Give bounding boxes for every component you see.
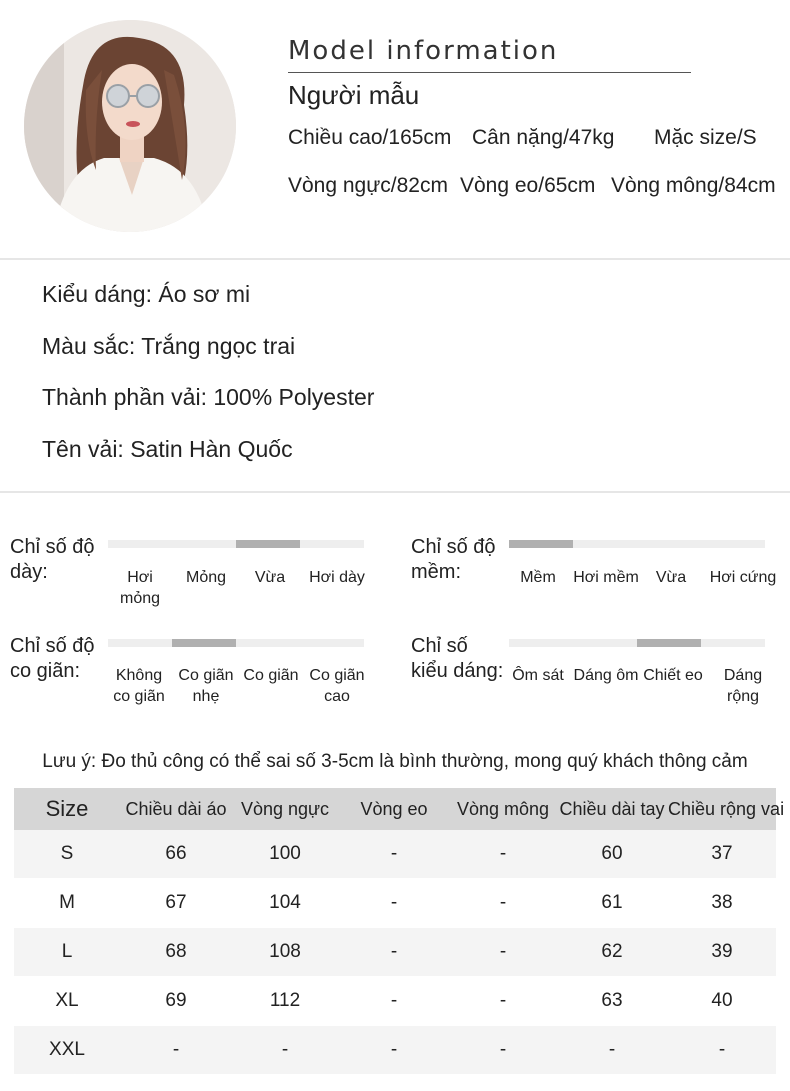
- softness-option: Hơi cứng: [709, 569, 777, 586]
- table-cell: M: [14, 879, 120, 928]
- model-info-title: Model information: [288, 36, 559, 66]
- table-cell: -: [338, 977, 450, 1026]
- thickness-option: Hơi dày: [309, 569, 365, 586]
- table-cell: 100: [232, 830, 338, 879]
- column-header: Chiều rộng vai: [668, 788, 776, 830]
- thickness-scale-marker: [236, 540, 300, 548]
- size-table: [14, 788, 785, 1075]
- table-cell: S: [14, 830, 120, 879]
- table-cell: -: [338, 879, 450, 928]
- model-photo-illustration: [24, 20, 236, 232]
- softness-option: Hơi mềm: [573, 569, 639, 586]
- table-row: [14, 830, 776, 879]
- model-waist: Vòng eo/65cm: [460, 174, 596, 197]
- table-cell: -: [450, 830, 556, 879]
- table-cell: 39: [668, 928, 776, 977]
- table-cell: -: [120, 1026, 232, 1075]
- table-cell: 62: [556, 928, 668, 977]
- table-cell: -: [338, 830, 450, 879]
- table-cell: -: [668, 1026, 776, 1075]
- column-header: Vòng eo: [338, 788, 450, 830]
- info-style: Kiểu dáng: Áo sơ mi: [42, 281, 251, 307]
- fit-scale-marker: [637, 639, 701, 647]
- table-cell: XL: [14, 977, 120, 1026]
- column-header: Vòng mông: [450, 788, 556, 830]
- table-cell: 37: [668, 830, 776, 879]
- column-header: Vòng ngực: [232, 788, 338, 830]
- info-fabric: Thành phần vải: 100% Polyester: [42, 384, 375, 410]
- stretch-option: Co giãn nhẹ: [178, 667, 234, 705]
- table-cell: -: [450, 1026, 556, 1075]
- stretch-label: Chỉ số độ co giãn:: [10, 635, 95, 682]
- info-fabric-name: Tên vải: Satin Hàn Quốc: [42, 436, 293, 462]
- measurement-note: Lưu ý: Đo thủ công có thể sai số 3-5cm là bình thường, mong quý khách thông cảm: [42, 751, 748, 772]
- model-weight: Cân nặng/47kg: [472, 126, 615, 149]
- title-underline: [288, 72, 691, 73]
- stretch-scale-marker: [172, 639, 236, 647]
- thickness-scale: [108, 540, 364, 548]
- table-cell: 61: [556, 879, 668, 928]
- stretch-scale: [108, 639, 364, 647]
- table-header-row: [14, 788, 776, 830]
- table-cell: XXL: [14, 1026, 120, 1075]
- table-row: [14, 879, 776, 928]
- column-header: Size: [14, 788, 120, 830]
- table-cell: 68: [120, 928, 232, 977]
- model-photo: [24, 20, 236, 232]
- model-subtitle: Người mẫu: [288, 80, 420, 110]
- table-cell: 63: [556, 977, 668, 1026]
- thickness-option: Mỏng: [185, 569, 227, 586]
- section-divider: [0, 491, 790, 493]
- table-cell: 60: [556, 830, 668, 879]
- softness-label: Chỉ số độ mềm:: [411, 536, 496, 583]
- softness-option: Mềm: [520, 569, 556, 586]
- table-row: [14, 1026, 776, 1075]
- info-color: Màu sắc: Trắng ngọc trai: [42, 333, 296, 359]
- table-cell: 104: [232, 879, 338, 928]
- model-bust: Vòng ngực/82cm: [288, 174, 448, 197]
- thickness-option: Vừa: [254, 569, 286, 586]
- fit-option: Chiết eo: [643, 667, 703, 684]
- table-cell: 67: [120, 879, 232, 928]
- stretch-option: Co giãn: [243, 667, 299, 684]
- model-size: Mặc size/S: [654, 126, 757, 149]
- table-cell: -: [338, 1026, 450, 1075]
- section-divider: [0, 258, 790, 260]
- table-cell: 38: [668, 879, 776, 928]
- fit-option: Dáng rộng: [723, 667, 763, 705]
- table-cell: -: [450, 879, 556, 928]
- table-cell: -: [450, 977, 556, 1026]
- table-cell: L: [14, 928, 120, 977]
- column-header: Chiều dài áo: [120, 788, 232, 830]
- fit-option: Ôm sát: [512, 667, 564, 684]
- model-height: Chiều cao/165cm: [288, 126, 452, 149]
- stretch-option: Không co giãn: [113, 667, 165, 705]
- softness-scale: [509, 540, 765, 548]
- model-hip: Vòng mông/84cm: [611, 174, 776, 197]
- table-cell: -: [232, 1026, 338, 1075]
- table-cell: -: [556, 1026, 668, 1075]
- table-cell: 108: [232, 928, 338, 977]
- softness-option: Vừa: [655, 569, 687, 586]
- table-row: [14, 977, 776, 1026]
- fit-scale: [509, 639, 765, 647]
- table-cell: 40: [668, 977, 776, 1026]
- table-row: [14, 928, 776, 977]
- table-cell: -: [450, 928, 556, 977]
- column-header: Chiều dài tay: [556, 788, 668, 830]
- table-cell: 69: [120, 977, 232, 1026]
- table-cell: 66: [120, 830, 232, 879]
- table-cell: -: [338, 928, 450, 977]
- fit-label: Chỉ số kiểu dáng:: [411, 635, 504, 682]
- thickness-label: Chỉ số độ dày:: [10, 536, 95, 583]
- thickness-option: Hơi mỏng: [119, 569, 161, 607]
- stretch-option: Co giãn cao: [309, 667, 365, 705]
- fit-option: Dáng ôm: [573, 667, 639, 684]
- table-cell: 112: [232, 977, 338, 1026]
- softness-scale-marker: [509, 540, 573, 548]
